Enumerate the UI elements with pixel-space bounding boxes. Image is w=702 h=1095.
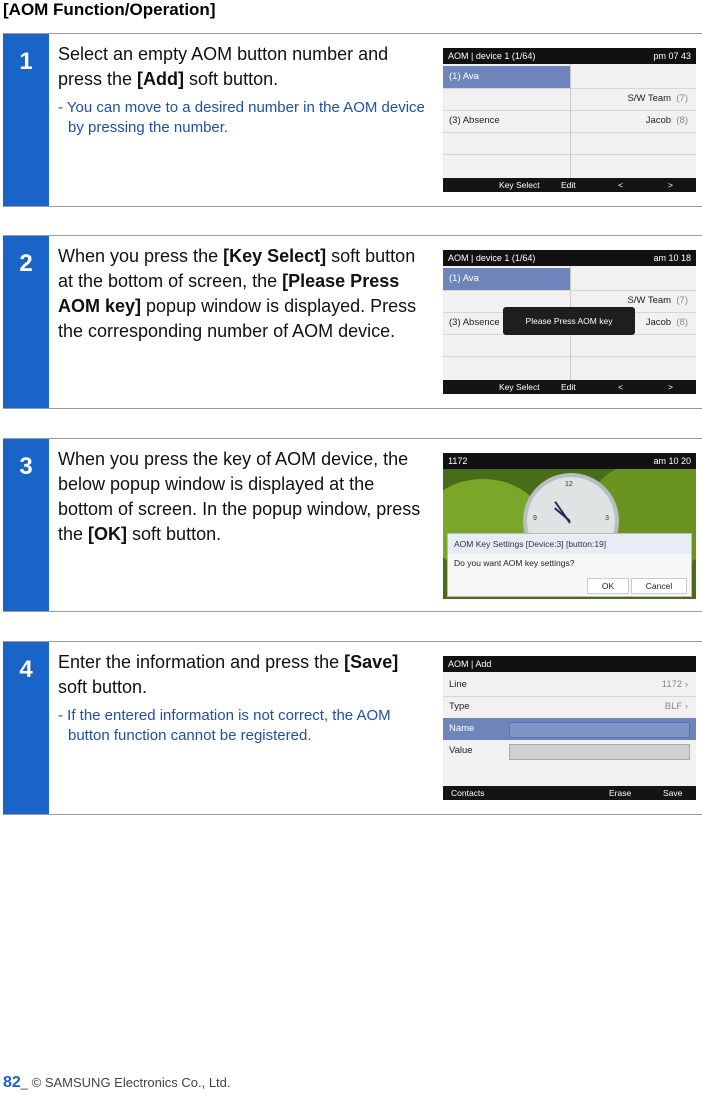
aom-item-label: Jacob (8)	[645, 317, 688, 328]
page-footer	[3, 1074, 231, 1092]
softkey-reference: [Key Select]	[223, 246, 327, 266]
softkey-bar	[443, 786, 696, 800]
step-number: 2	[3, 236, 49, 408]
instruction-text: soft button.	[127, 524, 222, 544]
edit-softkey: Edit	[561, 180, 576, 190]
prev-icon: <	[618, 382, 623, 392]
next-icon: >	[668, 180, 673, 190]
clock-numeral: 3	[605, 515, 609, 522]
divider	[443, 356, 696, 357]
popup-title: AOM Key Settings [Device:3] [button:19]	[448, 534, 691, 554]
line-field	[443, 674, 696, 696]
prev-icon: <	[618, 180, 623, 190]
instruction-text: Select an empty AOM button number and press the	[58, 44, 389, 89]
name-input	[509, 722, 690, 738]
ok-button: OK	[587, 578, 629, 594]
softkey-reference: [OK]	[88, 524, 128, 544]
field-label: Value	[449, 745, 473, 756]
status-bar	[443, 656, 696, 672]
please-press-aom-popup: Please Press AOM key	[503, 307, 635, 335]
clock-numeral: 9	[533, 515, 537, 522]
softkey-bar	[443, 178, 696, 192]
instruction-text: soft button.	[184, 69, 279, 89]
field-label: Line	[449, 679, 467, 690]
copyright: _ © SAMSUNG Electronics Co., Ltd.	[20, 1075, 231, 1090]
phone-screenshot	[443, 48, 696, 192]
step-number: 1	[3, 34, 49, 206]
erase-softkey: Erase	[609, 788, 632, 798]
key-select-softkey: Key Select	[499, 382, 540, 392]
screen-title: AOM | device 1 (1/64)	[448, 253, 536, 263]
key-select-softkey: Key Select	[499, 180, 540, 190]
screen-title: AOM | Add	[448, 659, 492, 669]
step-number: 3	[3, 439, 49, 611]
edit-softkey: Edit	[561, 382, 576, 392]
softkey-bar	[443, 380, 696, 394]
screen-title: AOM | device 1 (1/64)	[448, 51, 536, 61]
step-number: 4	[3, 642, 49, 814]
aom-list-item	[443, 268, 570, 290]
page-number: 82	[3, 1074, 21, 1091]
step-2	[3, 235, 702, 409]
field-value: BLF ›	[664, 701, 688, 712]
aom-item-label: (1) Ava	[449, 273, 479, 284]
section-title: [AOM Function/Operation]	[3, 0, 216, 19]
type-field	[443, 696, 696, 718]
value-input	[509, 744, 690, 760]
aom-item-label: S/W Team (7)	[627, 295, 688, 306]
cancel-button: Cancel	[631, 578, 687, 594]
status-bar	[443, 453, 696, 469]
instruction-text: When you press the	[58, 246, 224, 266]
phone-screenshot	[443, 250, 696, 394]
clock-numeral: 12	[565, 481, 573, 488]
step-instruction	[58, 650, 426, 746]
phone-screenshot	[443, 453, 696, 599]
aom-item-label: (1) Ava	[449, 71, 479, 82]
popup-reference: [Please Press AOM key]	[58, 271, 400, 316]
contacts-softkey: Contacts	[451, 788, 485, 798]
divider	[443, 154, 696, 155]
instruction-text: soft button at the bottom of screen, the	[58, 246, 416, 291]
aom-item-label: (3) Absence	[449, 115, 500, 126]
step-3	[3, 438, 702, 612]
aom-key-settings-popup	[447, 533, 692, 597]
instruction-text: When you press the key of AOM device, the below popup window is displayed at the bottom of screen. In the popup window, press the	[58, 449, 421, 544]
field-label: Name	[449, 723, 475, 734]
field-value: 1172 ›	[661, 679, 688, 690]
step-note: - If the entered information is not correct, the AOM button function cannot be registered.	[58, 707, 391, 744]
instruction-text: soft button.	[58, 677, 148, 697]
next-icon: >	[668, 382, 673, 392]
status-bar	[443, 48, 696, 64]
clock-time: pm 07 43	[653, 51, 691, 61]
phone-screenshot	[443, 656, 696, 800]
instruction-text: popup window is displayed. Press the corresponding number of AOM device.	[58, 296, 417, 341]
step-4	[3, 641, 702, 815]
aom-item-label: S/W Team (7)	[627, 93, 688, 104]
step-instruction	[58, 244, 426, 344]
status-bar	[443, 250, 696, 266]
instruction-text: Enter the information and press the	[58, 652, 345, 672]
step-1	[3, 33, 702, 207]
aom-list-item	[443, 110, 696, 132]
extension-number: 1172	[448, 456, 468, 466]
aom-item-label: (3) Absence	[449, 317, 500, 328]
divider	[443, 132, 696, 133]
step-instruction	[58, 447, 426, 547]
step-note: - You can move to a desired number in the AOM device by pressing the number.	[58, 99, 425, 136]
aom-item-label: Jacob (8)	[645, 115, 688, 126]
field-label: Type	[449, 701, 470, 712]
aom-list-item	[443, 66, 570, 88]
clock-time: am 10 20	[653, 456, 691, 466]
save-softkey: Save	[663, 788, 683, 798]
aom-list-item	[443, 88, 696, 110]
popup-message: Do you want AOM key settings?	[454, 558, 575, 568]
softkey-reference: [Add]	[137, 69, 185, 89]
step-instruction	[58, 42, 426, 138]
softkey-reference: [Save]	[344, 652, 399, 672]
clock-time: am 10 18	[653, 253, 691, 263]
